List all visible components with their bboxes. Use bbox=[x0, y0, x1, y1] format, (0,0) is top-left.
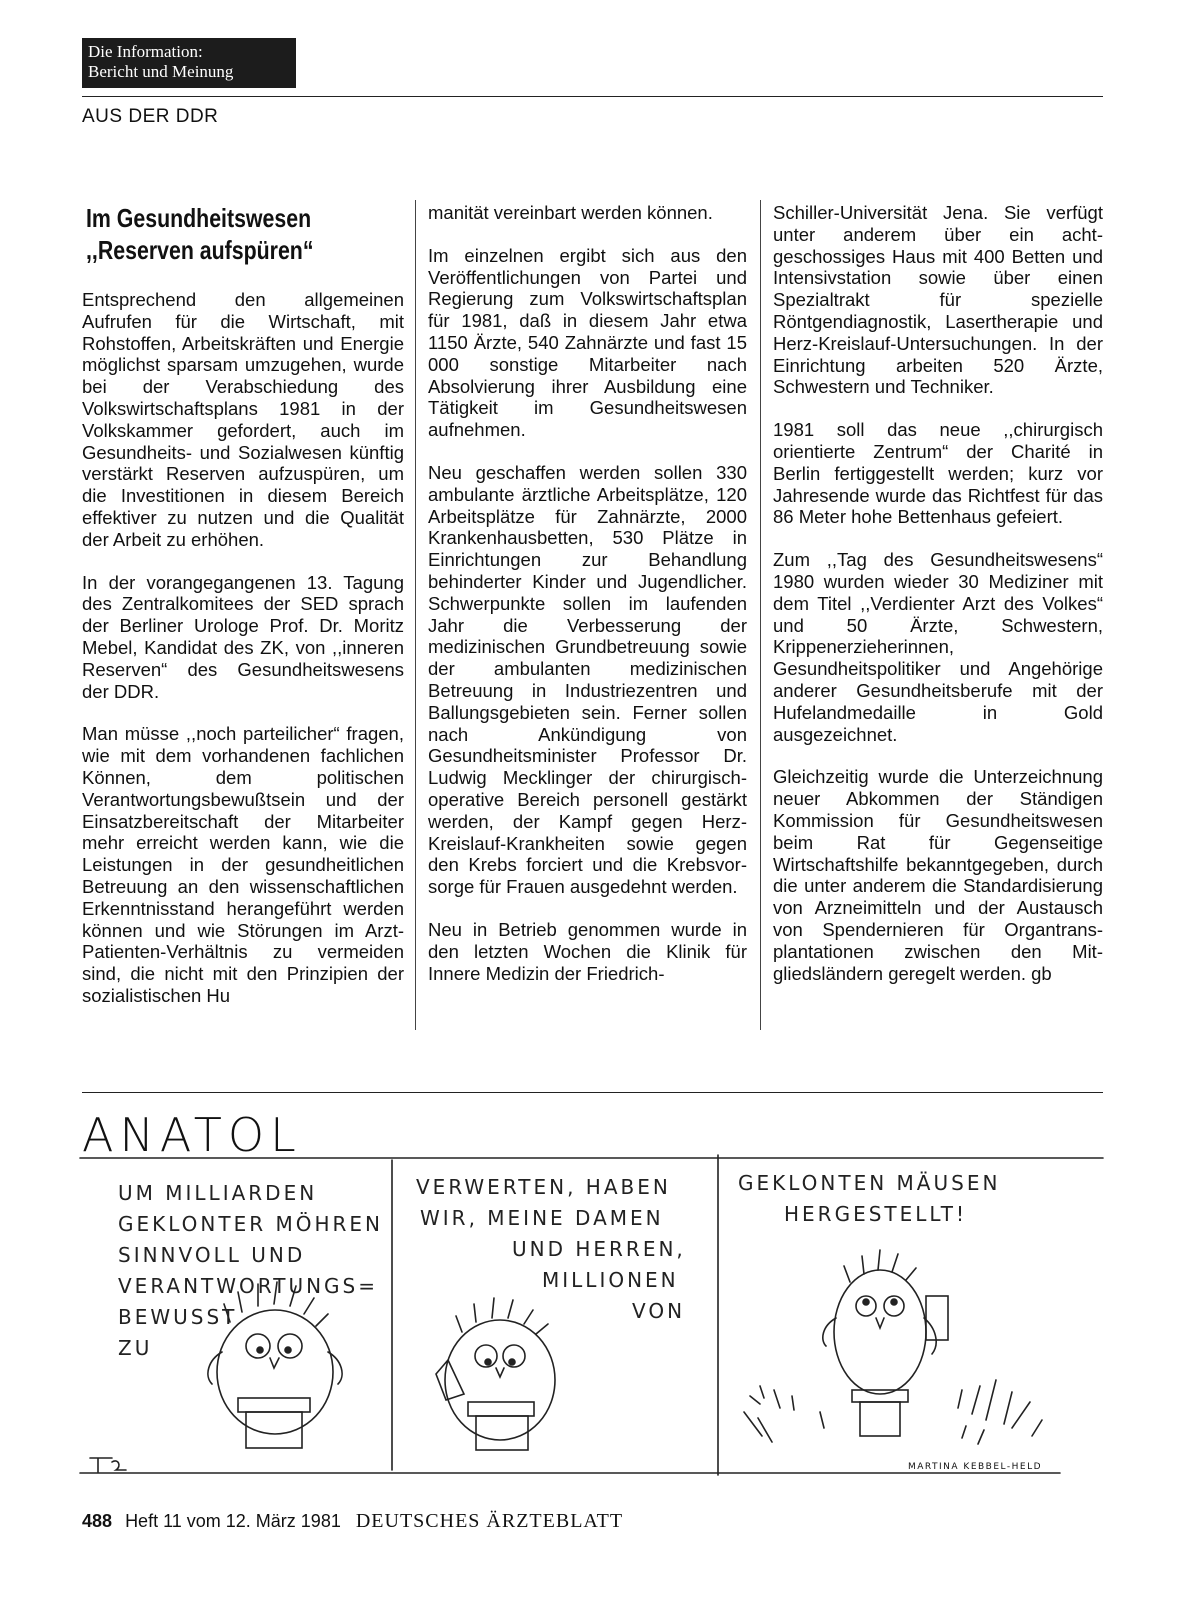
speech-line: GEKLONTEN MÄUSEN bbox=[738, 1171, 1001, 1195]
cartoon-panel-2-text bbox=[416, 1172, 686, 1327]
paragraph: In der vorangegangenen 13. Tagung des Zentralkomitees der SED sprach der Berliner Urologe Prof. Dr. Moritz Mebel, Kandidat des ZK, von ,,inneren Reserven“ des Gesundheitswesens der DDR. bbox=[82, 571, 404, 702]
article-column-1 bbox=[82, 289, 404, 1028]
speech-line: VERANTWORTUNGS= bbox=[118, 1274, 378, 1298]
speech-line: GEKLONTER MÖHREN bbox=[118, 1212, 384, 1236]
section-banner-line1: Die Information: bbox=[88, 42, 203, 61]
journal-name: DEUTSCHES ÄRZTEBLATT bbox=[355, 1510, 624, 1532]
speech-line: BEWUSST bbox=[118, 1305, 238, 1329]
article-title-line2: ,,Reserven aufspüren“ bbox=[86, 235, 314, 265]
speech-line: SINNVOLL UND bbox=[118, 1243, 306, 1267]
speech-line: UND HERREN, bbox=[512, 1237, 686, 1261]
column-divider bbox=[760, 200, 761, 1030]
section-banner-line2: Bericht und Meinung bbox=[88, 62, 234, 81]
article-title-line1: Im Gesundheitswesen bbox=[86, 203, 312, 233]
section-banner bbox=[82, 38, 296, 88]
cartoon-title: ANATOL bbox=[82, 1108, 302, 1162]
speech-line: ZU bbox=[118, 1336, 153, 1360]
paragraph: manität vereinbart werden können. bbox=[428, 202, 713, 223]
issue-info: Heft 11 vom 12. März 1981 bbox=[125, 1511, 341, 1531]
article-column-2 bbox=[428, 202, 747, 1005]
speech-line: UM MILLIARDEN bbox=[118, 1181, 318, 1205]
article-column-3 bbox=[773, 202, 1103, 1005]
page-number: 488 bbox=[82, 1511, 113, 1531]
artist-mark bbox=[90, 1458, 126, 1472]
paragraph: Entsprechend den allgemeinen Aufrufen für die Wirtschaft, mit Rohstoffen, Arbeitskräften und Energie möglichst sparsam umzugehen, wurde bei der Verabschiedung des Volkswirtschaftsplans 1981 in der Volkskammer gefordert, auch im Gesundheits- und Sozialwesen künftig verstärkt Reserven aufzuspüren, um die Investitionen in diesem Bereich effektiver zu nutzen und die Qualität der Arbeit zu erhöhen. bbox=[82, 289, 404, 550]
speech-line: WIR, MEINE DAMEN bbox=[420, 1206, 664, 1230]
paragraph: Zum ,,Tag des Gesundheitswesens“ 1980 wurden wieder 30 Mediziner mit dem Titel ,,Verdienter Arzt des Volkes“ und 50 Ärzte, Schwestern, Krippenerzieherinnen, Gesundheitspolitiker und Angehörige anderer Gesundheitsberufe mit der Hufelandmedaille in Gold ausgezeichnet. bbox=[773, 549, 1103, 745]
article-title bbox=[86, 202, 357, 266]
speech-line: HERGESTELLT! bbox=[784, 1202, 968, 1226]
paragraph: Im einzelnen ergibt sich aus den Veröffentlichungen von Partei und Regierung zum Volkswirtschaftsplan für 1981, daß in diesem Jahr etwa 1150 Ärzte, 540 Zahnärzte und fast 15 000 sonstige Mitarbeiter nach Absolvierung ihrer Ausbildung eine Tätigkeit im Gesundheitswesen aufnehmen. bbox=[428, 244, 747, 441]
page-footer bbox=[82, 1510, 623, 1533]
header-rule bbox=[82, 96, 1103, 97]
cartoon-signature: MARTINA KEBBEL-HELD bbox=[908, 1462, 1043, 1472]
paragraph: Neu in Betrieb genommen wurde in den letzten Wochen die Klinik für Innere Medizin der Friedrich- bbox=[428, 918, 747, 984]
column-divider bbox=[415, 200, 416, 1030]
paragraph: Schiller-Universität Jena. Sie verfügt unter anderem über ein achtgeschossiges Haus mit 400 Betten und Intensivstation sowie über einen Spezialtrakt für spezielle Röntgendiagnostik, Lasertherapie und Herz-Kreislauf-Untersuchungen. In der Einrichtung arbeiten 520 Ärzte, Schwestern und Techniker. bbox=[773, 202, 1103, 398]
section-label: AUS DER DDR bbox=[82, 106, 219, 127]
paragraph: Man müsse ,,noch parteilicher“ fragen, wie mit dem vorhandenen fachlichen Können, dem politischen Verantwortungsbewußtsein und der Einsatzbereitschaft der Mitarbeiter mehr erreicht werden kann, wie die Leistungen in der gesundheitlichen Betreuung an den wissenschaftlichen Erkenntnisstand herangeführt werden können und wie Störungen im Arzt-Patienten-Verhältnis zu vermeiden sind, die nicht mit den Prinzipien der sozialistischen Hu bbox=[82, 723, 404, 1006]
cartoon-panel-1-text bbox=[118, 1178, 383, 1364]
speech-line: VON bbox=[632, 1299, 686, 1323]
paragraph: Neu geschaffen werden sollen 330 ambulante ärztliche Arbeitsplätze, 120 Arbeitsplätze für Zahnärzte, 2000 Krankenhausbetten, 530 Plätze in Einrichtungen zur Behandlung behinderter Kinder und Jugendlicher. Schwerpunkte sollen im laufenden Jahr die Verbesserung der medizinischen Grundbetreuung sowie der ambulanten medizinischen Betreuung in Industriezentren und Ballungsgebieten sein. Ferner sollen nach Ankündigung von Gesundheitsminister Professor Dr. Ludwig Mecklinger der chirurgisch-operative Bereich personell gestärkt werden, der Kampf gegen Herz-Kreislauf-Krankheiten sowie gegen den Krebs forciert und die Krebsvorsorge für Frauen ausgedehnt werden. bbox=[428, 461, 747, 898]
speech-line: MILLIONEN bbox=[542, 1268, 679, 1292]
paragraph: 1981 soll das neue ,,chirurgisch orientierte Zentrum“ der Charité in Berlin fertiggestellt werden; kurz vor Jahresende wurde das Richtfest für das 86 Meter hohe Bettenhaus gefeiert. bbox=[773, 419, 1103, 528]
cartoon-rule bbox=[82, 1092, 1103, 1093]
cartoon-panel-3-text bbox=[738, 1168, 1000, 1230]
paragraph: Gleichzeitig wurde die Unterzeichnung neuer Abkommen der Ständigen Kommission für Gesundheitswesen beim Rat für Gegenseitige Wirtschaftshilfe bekanntgegeben, durch die unter anderem die Standardisierung von Arzneimitteln und der Austausch von Spendernieren für Organtransplantationen zwischen den Mitgliedsländern geregelt werden. gb bbox=[773, 766, 1103, 984]
owl-figure-3 bbox=[823, 1250, 948, 1436]
applause-lines bbox=[744, 1380, 1042, 1444]
speech-line: VERWERTEN, HABEN bbox=[416, 1175, 671, 1199]
